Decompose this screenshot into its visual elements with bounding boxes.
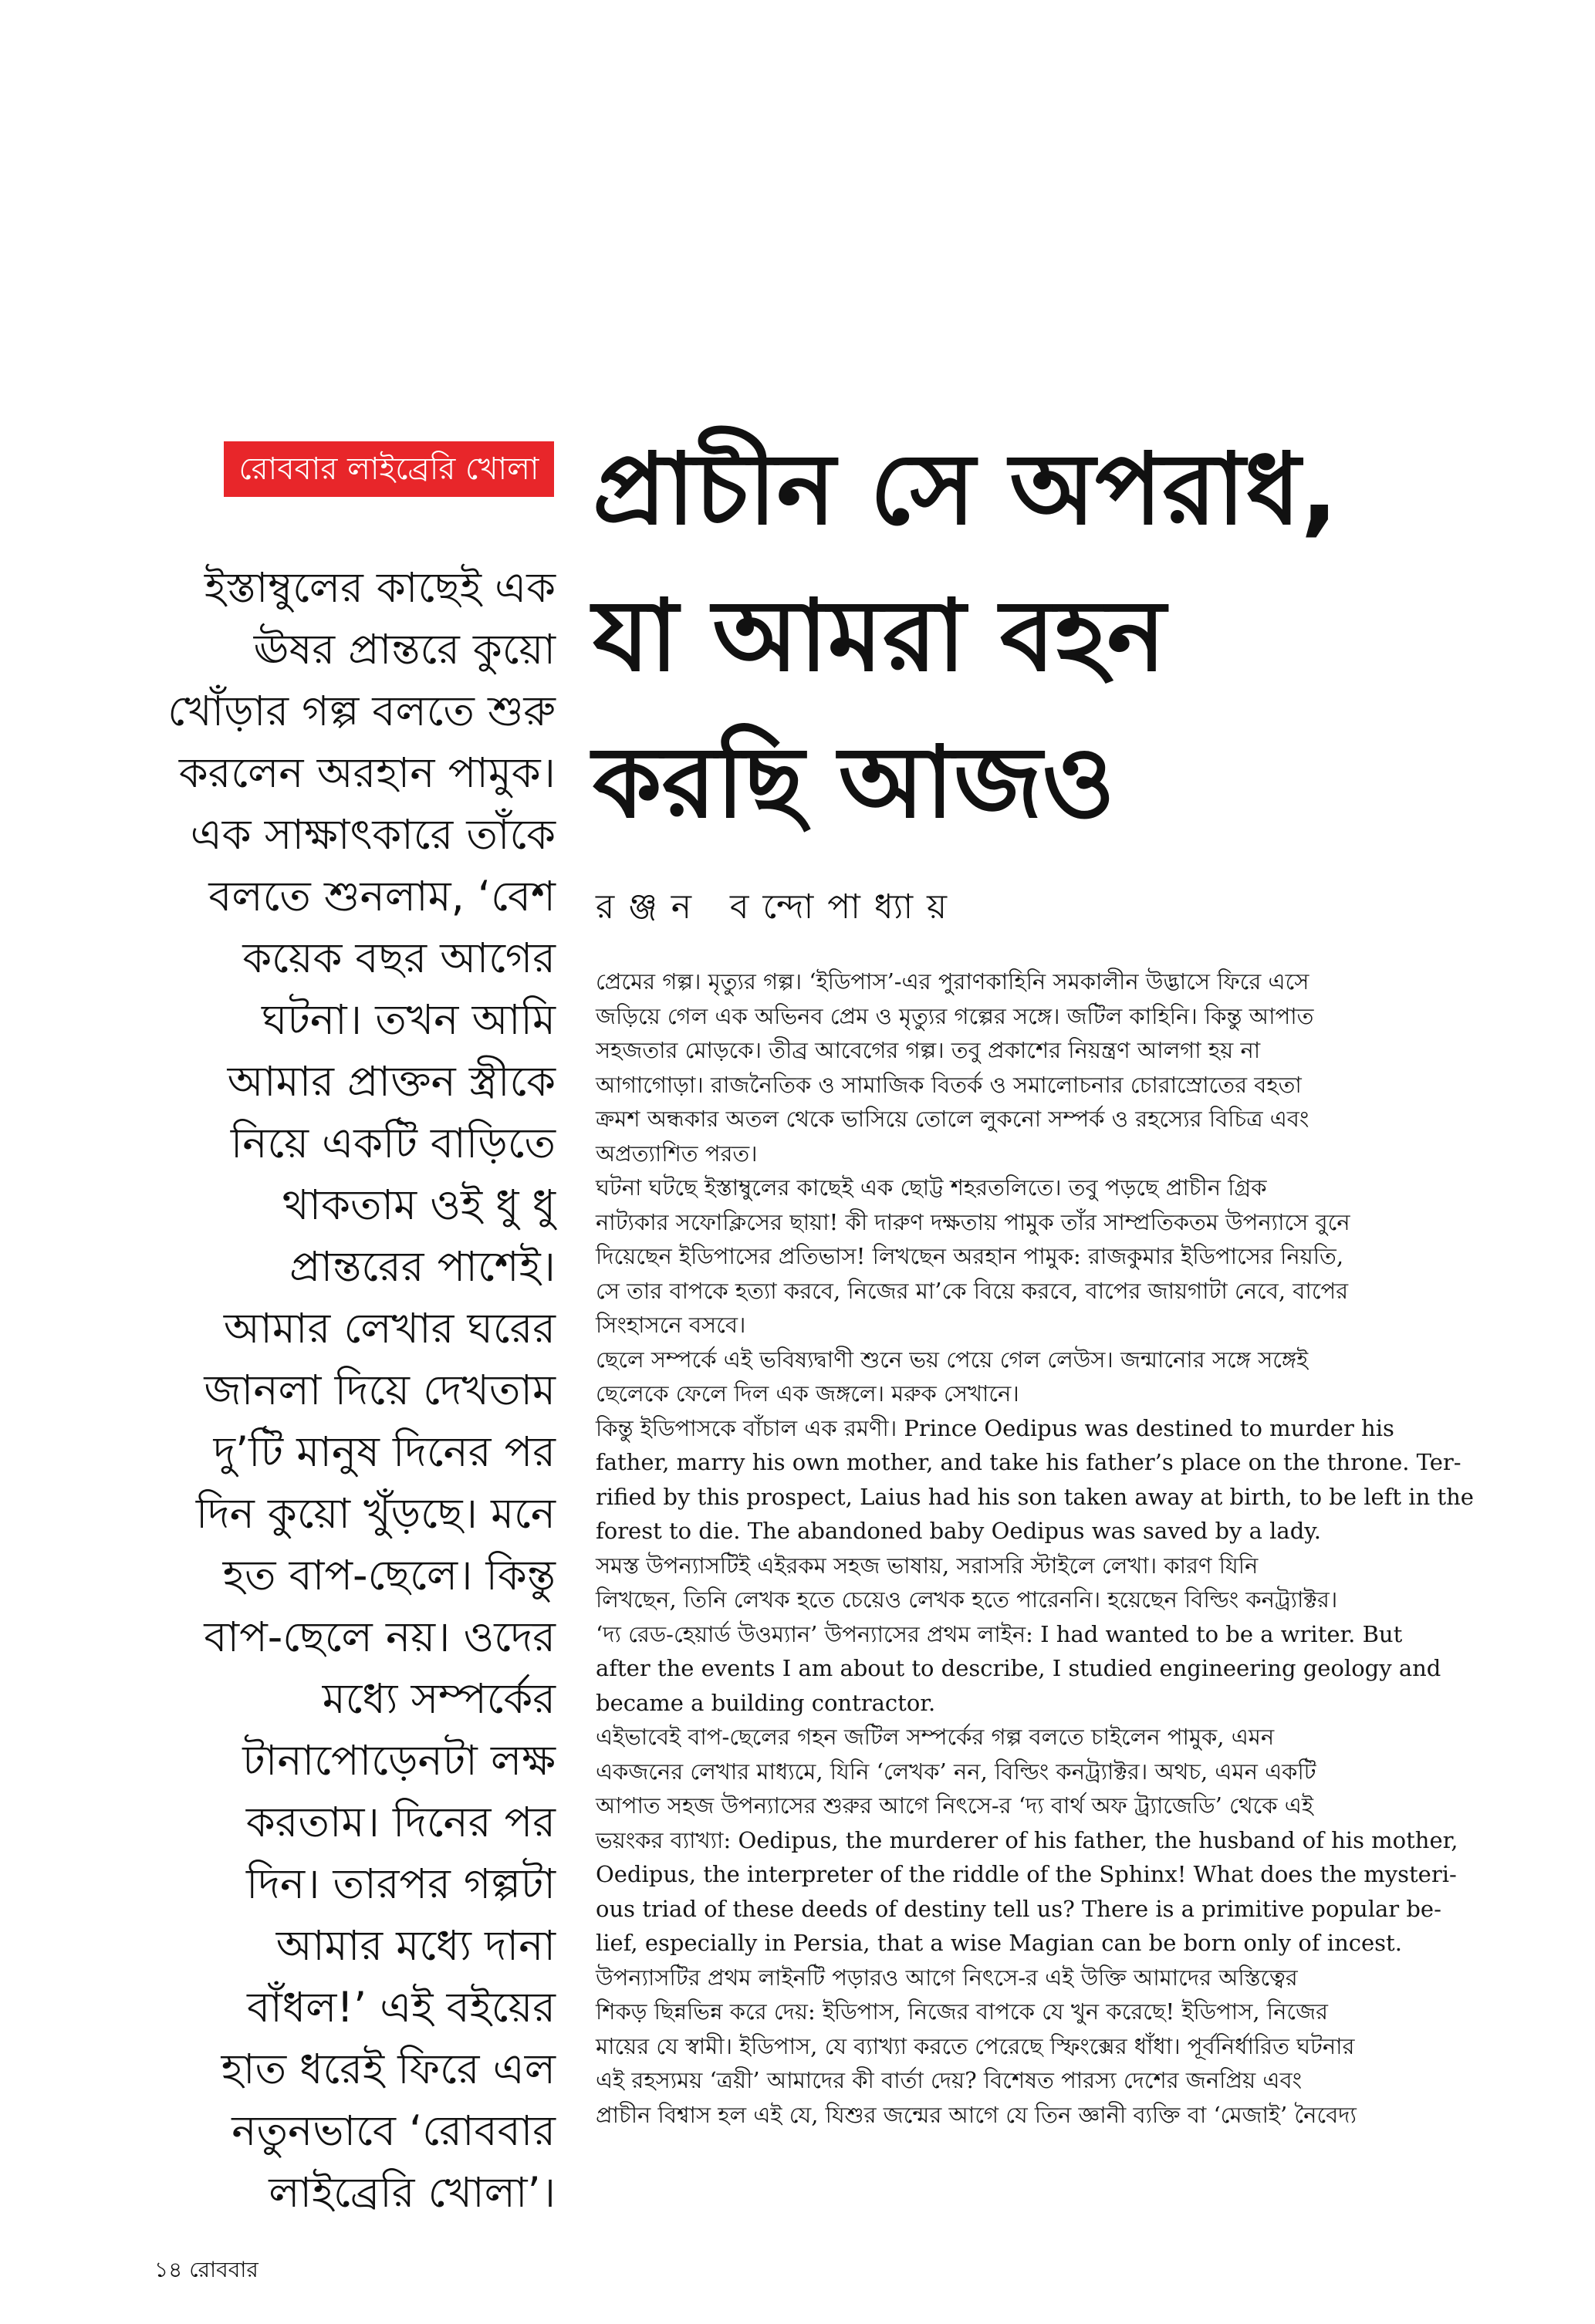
pullquote-line: নতুনভাবে ‘রোববার [231,2106,556,2155]
body-line: ছেলে সম্পর্কে এই ভবিষ্যদ্বাণী শুনে ভয় পেয়ে গেল লেউস। জন্মানোর সঙ্গে সঙ্গেই [596,1346,1309,1373]
body-line: আপাত সহজ উপন্যাসের শুরুর আগে নিৎসে-র ‘দ্য বার্থ অফ ট্র্যাজেডি’ থেকে এই [596,1792,1313,1819]
body-line: কিন্তু ইডিপাসকে বাঁচাল এক রমণী। Prince Oedipus was destined to murder his [596,1414,1394,1441]
page-folio: ১৪ রোববার [154,2257,259,2282]
body-line: ‘দ্য রেড-হেয়ার্ড উওম্যান’ উপন্যাসের প্রথম লাইন: I had wanted to be a writer. But [596,1620,1403,1647]
body-line: ঘটনা ঘটছে ইস্তাম্বুলের কাছেই এক ছোট্ট শহরতলিতে। তবু পড়ছে প্রাচীন গ্রিক [596,1174,1267,1201]
section-tag: রোববার লাইব্রেরি খোলা [224,441,554,497]
body-line: এই রহস্যময় ‘ত্রয়ী’ আমাদের কী বার্তা দেয়? বিশেষত পারস্য দেশের জনপ্রিয় এবং [596,2067,1303,2093]
pullquote-line: খোঁড়ার গল্প বলতে শুরু [167,687,556,735]
body-line: জড়িয়ে গেল এক অভিনব প্রেম ও মৃত্যুর গল্পের সঙ্গে। জটিল কাহিনি। কিন্তু আপাত [596,1002,1314,1029]
pullquote-line: করতাম। দিনের পর [245,1798,556,1846]
body-line: শিকড় ছিন্নভিন্ন করে দেয়: ইডিপাস, নিজের বাপকে যে খুন করেছে! ইডিপাস, নিজের [596,1998,1328,2025]
pullquote-line: দিন কুয়ো খুঁড়ছে। মনে [195,1489,556,1538]
pullquote-line: বাপ-ছেলে নয়। ওদের [204,1613,556,1661]
pullquote-line: লাইব্রেরি খোলা’। [269,2168,556,2217]
pullquote-line: আমার লেখার ঘরের [223,1304,556,1353]
body-line: লিখছেন, তিনি লেখক হতে চেয়েও লেখক হতে পারেননি। হয়েছেন বিল্ডিং কনট্র্যাক্টর। [596,1586,1338,1613]
body-line: প্রাচীন বিশ্বাস হল এই যে, যিশুর জন্মের আগে যে তিন জ্ঞানী ব্যক্তি বা ‘মেজাই’ নৈবেদ্য [596,2101,1357,2128]
pullquote-line: টানাপোড়েনটা লক্ষ [242,1736,556,1785]
body-line: after the events I am about to describe, I studied engineering geology and [596,1655,1441,1681]
body-line: অপ্রত্যাশিত পরত। [596,1140,758,1167]
pullquote-line: দিন। তারপর গল্পটা [246,1860,556,1908]
body-line: সহজতার মোড়কে। তীব্র আবেগের গল্প। তবু প্রকাশের নিয়ন্ত্রণ আলগা হয় না [596,1037,1261,1063]
body-line: ভয়ংকর ব্যাখ্যা: Oedipus, the murderer of his father, the husband of his mother, [596,1826,1458,1853]
article-body [596,964,1474,2132]
pullquote-line: করলেন অরহান পামুক। [178,748,556,797]
pullquote-line: বাঁধল!’ এই বইয়ের [247,1983,556,2032]
pullquote-line: জানলা দিয়ে দেখতাম [204,1366,556,1414]
headline-line: প্রাচীন সে অপরাধ, [593,432,1339,547]
headline-line: করছি আজও [593,725,1115,840]
pullquote-line: বলতে শুনলাম, ‘বেশ [208,872,556,920]
pullquote-line: হত বাপ-ছেলে। কিন্তু [222,1551,556,1599]
pullquote-line: ইস্তাম্বুলের কাছেই এক [204,563,556,612]
body-line: দিয়েছেন ইডিপাসের প্রতিভাস! লিখছেন অরহান পামুক: রাজকুমার ইডিপাসের নিয়তি, [596,1243,1344,1269]
body-line: ক্রমশ অন্ধকার অতল থেকে ভাসিয়ে তোলে লুকনো সম্পর্ক ও রহস্যের বিচিত্র এবং [596,1106,1309,1132]
author-byline: রঞ্জন বন্দোপাধ্যায় [596,887,961,927]
body-line: উপন্যাসটির প্রথম লাইনটি পড়ারও আগে নিৎসে-র এই উক্তি আমাদের অস্তিত্বের [596,1964,1298,1991]
pullquote [154,557,556,2224]
body-line: lief, especially in Persia, that a wise Magian can be born only of incest. [596,1930,1402,1956]
body-line: একজনের লেখার মাধ্যমে, যিনি ‘লেখক’ নন, বিল্ডিং কনট্র্যাক্টর। অথচ, এমন একটি [596,1758,1316,1785]
body-line: আগাগোড়া। রাজনৈতিক ও সামাজিক বিতর্ক ও সমালোচনার চোরাস্রোতের বহতা [596,1071,1302,1098]
pullquote-line: এক সাক্ষাৎকারে তাঁকে [190,810,556,859]
pullquote-line: মধ্যে সম্পর্কের [322,1674,556,1723]
pullquote-line: দু’টি মানুষ দিনের পর [213,1427,556,1476]
body-line: ছেলেকে ফেলে দিল এক জঙ্গলে। মরুক সেখানে। [596,1380,1019,1407]
body-line: প্রেমের গল্প। মৃত্যুর গল্প। ‘ইডিপাস’-এর পুরাণকাহিনি সমকালীন উদ্ভাসে ফিরে এসে [596,968,1309,995]
pullquote-line: হাত ধরেই ফিরে এল [221,2045,556,2093]
body-line: নাট্যকার সফোক্লিসের ছায়া! কী দারুণ দক্ষতায় পামুক তাঁর সাম্প্রতিকতম উপন্যাসে বুনে [596,1208,1350,1235]
headline-line: যা আমরা বহন [593,579,1166,694]
headline [593,417,1457,856]
body-line: ous triad of these deeds of destiny tell us? There is a primitive popular be- [596,1895,1441,1922]
pullquote-line: প্রান্তরের পাশেই। [289,1242,556,1291]
pullquote-line: আমার প্রাক্তন স্ত্রীকে [227,1057,556,1106]
body-line: এইভাবেই বাপ-ছেলের গহন জটিল সম্পর্কের গল্প বলতে চাইলেন পামুক, এমন [596,1724,1275,1750]
body-line: became a building contractor. [596,1689,936,1716]
body-line: সমস্ত উপন্যাসটিই এইরকম সহজ ভাষায়, সরাসরি স্টাইলে লেখা। কারণ যিনি [596,1552,1259,1579]
body-line: সে তার বাপকে হত্যা করবে, নিজের মা’কে বিয়ে করবে, বাপের জায়গাটা নেবে, বাপের [596,1277,1349,1304]
body-line: forest to die. The abandoned baby Oedipus was saved by a lady. [596,1518,1322,1544]
body-line: সিংহাসনে বসবে। [596,1312,746,1338]
pullquote-line: ঘটনা। তখন আমি [262,995,556,1044]
body-line: মায়ের যে স্বামী। ইডিপাস, যে ব্যাখ্যা করতে পেরেছে স্ফিংক্সের ধাঁধা। পূর্বনির্ধারিত ঘটনার [596,2032,1355,2059]
body-line: father, marry his own mother, and take his father’s place on the throne. Ter- [596,1449,1462,1475]
pullquote-line: আমার মধ্যে দানা [275,1921,556,1970]
pullquote-line: ঊষর প্রান্তরে কুয়ো [253,625,556,674]
body-line: Oedipus, the interpreter of the riddle of the Sphinx! What does the mysteri- [596,1861,1457,1887]
pullquote-line: নিয়ে একটি বাড়িতে [230,1119,556,1167]
pullquote-line: থাকতাম ওই ধু ধু [282,1181,556,1229]
pullquote-line: কয়েক বছর আগের [242,934,556,982]
body-line: rified by this prospect, Laius had his son taken away at birth, to be left in the [596,1483,1474,1510]
